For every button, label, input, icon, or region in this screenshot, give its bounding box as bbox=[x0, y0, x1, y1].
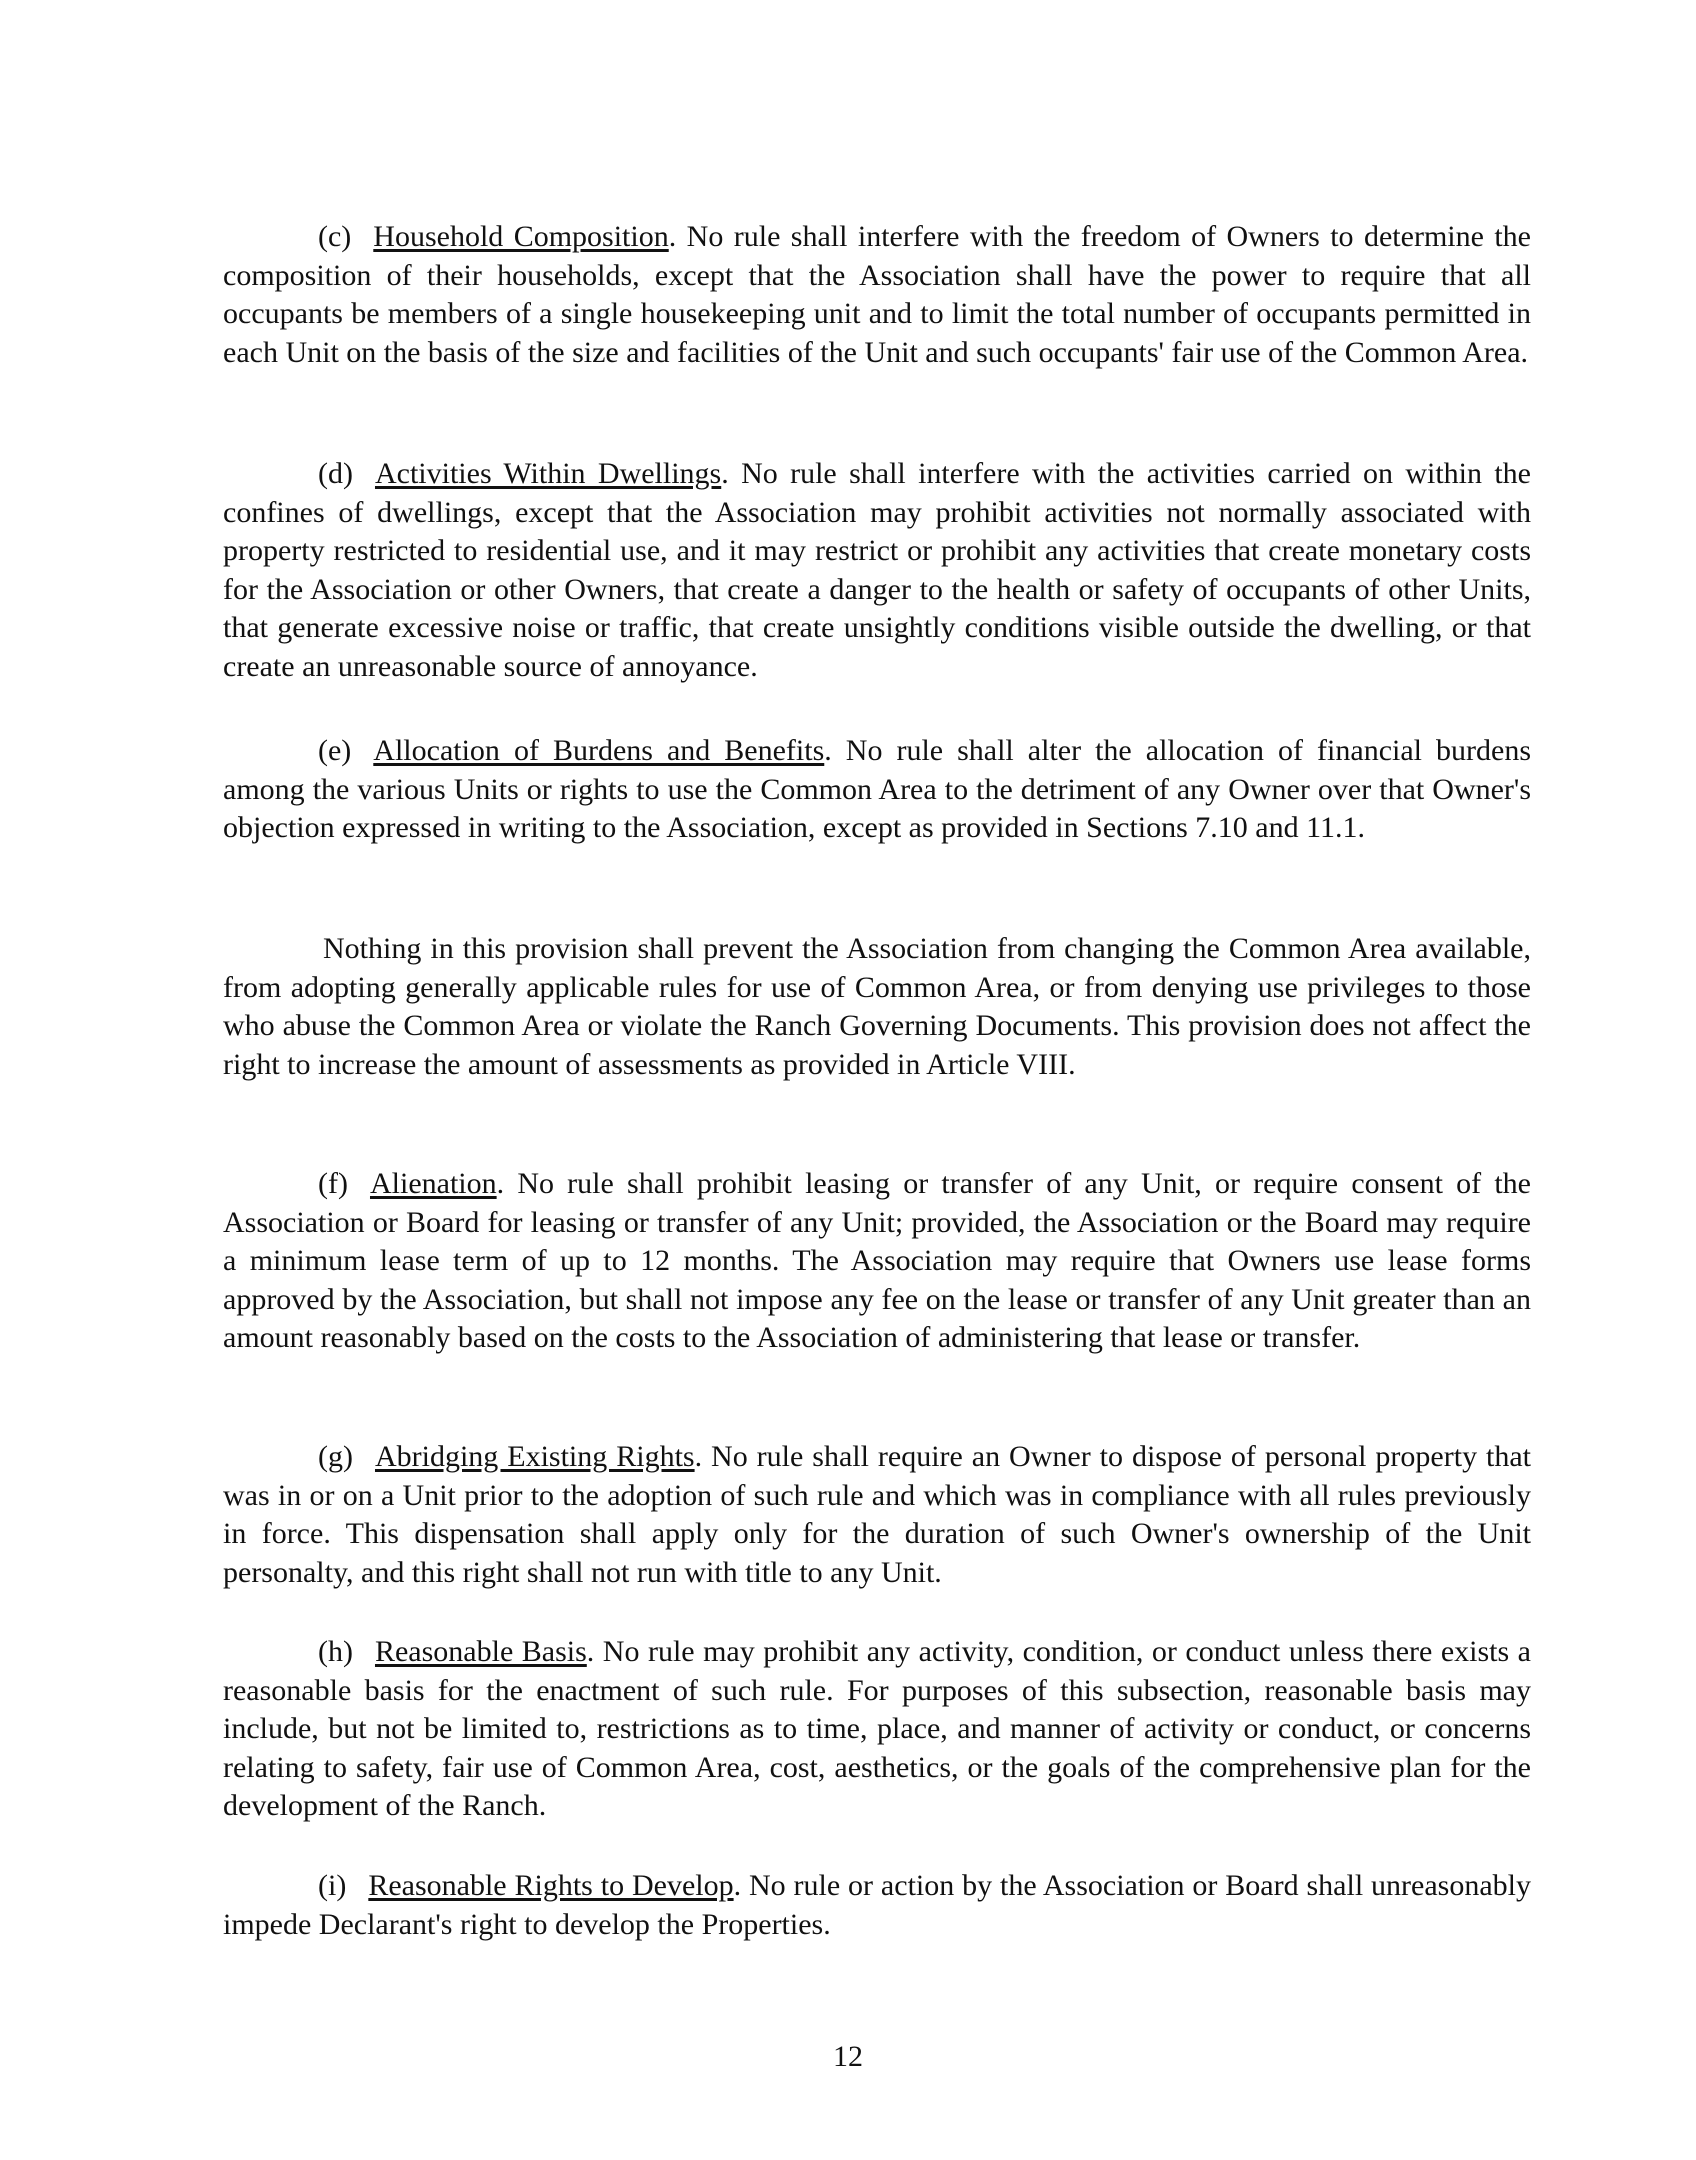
paragraph-text: . No rule shall prohibit leasing or transfer of any Unit, or require consent of the Association or Board for leasing or transfer of any Unit; provided, the Association or the Board may require a minimum lease term of up to 12 months. The Association may require that Owners use lease forms approved by the Association, but shall not impose any fee on the lease or transfer of any Unit greater than an amount reasonably based on the costs to the Association of administering that lease or transfer. bbox=[223, 1167, 1531, 1354]
paragraph-heading: Household Composition bbox=[373, 220, 669, 253]
paragraph-label: (f) bbox=[318, 1167, 348, 1200]
paragraph-c bbox=[223, 218, 1531, 372]
paragraph-heading: Abridging Existing Rights bbox=[374, 1440, 695, 1473]
paragraph-heading: Allocation of Burdens and Benefits bbox=[373, 734, 825, 767]
paragraph-label: (c) bbox=[318, 220, 352, 253]
paragraph-label: (g) bbox=[318, 1440, 353, 1473]
paragraph-label: (h) bbox=[318, 1635, 353, 1668]
paragraph-heading: Activities Within Dwellings bbox=[374, 457, 722, 490]
paragraph-label: (i) bbox=[318, 1869, 347, 1902]
paragraph-text: . No rule may prohibit any activity, condition, or conduct unless there exists a reasonable basis for the enactment of such rule. For purposes of this subsection, reasonable basis may include, but not be limited to, restrictions as to time, place, and manner of activity or conduct, or concerns relating to safety, fair use of Common Area, cost, aesthetics, or the goals of the comprehensive plan for the development of the Ranch. bbox=[223, 1635, 1531, 1822]
paragraph-text: . No rule shall require an Owner to dispose of personal property that was in or on a Unit prior to the adoption of such rule and which was in compliance with all rules previously in force. This dispensation shall apply only for the duration of such Owner's ownership of the Unit personalty, and this right shall not run with title to any Unit. bbox=[223, 1440, 1532, 1589]
paragraph-f bbox=[223, 1165, 1531, 1358]
paragraph-text: . No rule shall interfere with the activities carried on within the confines of dwellings, except that the Association may prohibit activities not normally associated with property restricted to residential use, and it may restrict or prohibit any activities that create monetary costs for the Association or other Owners, that create a danger to the health or safety of occupants of other Units, that generate excessive noise or traffic, that create unsightly conditions visible outside the dwelling, or that create an unreasonable source of annoyance. bbox=[223, 457, 1531, 683]
paragraph-text: . No rule shall alter the allocation of financial burdens among the various Units or rights to use the Common Area to the detriment of any Owner over that Owner's objection expressed in writing to the Association, except as provided in Sections 7.10 and 11.1. bbox=[223, 734, 1531, 844]
paragraph-e bbox=[223, 732, 1531, 848]
paragraph-label: (e) bbox=[318, 734, 352, 767]
paragraph-h bbox=[223, 1633, 1531, 1826]
paragraph-d bbox=[223, 455, 1531, 686]
paragraph-heading: Alienation bbox=[369, 1167, 497, 1200]
paragraph-i bbox=[223, 1867, 1531, 1944]
page-number: 12 bbox=[833, 2040, 863, 2073]
paragraph-nothing-in-this-provision bbox=[223, 930, 1531, 1084]
paragraph-text: . No rule shall interfere with the freedom of Owners to determine the composition of their households, except that the Association shall have the power to require that all occupants be members of a single housekeeping unit and to limit the total number of occupants permitted in each Unit on the basis of the size and facilities of the Unit and such occupants' fair use of the Common Area. bbox=[223, 220, 1531, 369]
paragraph-label: (d) bbox=[318, 457, 353, 490]
paragraph-heading: Reasonable Basis bbox=[374, 1635, 587, 1668]
paragraph-text: Nothing in this provision shall prevent the Association from changing the Common Area available, from adopting generally applicable rules for use of Common Area, or from denying use privileges to those who abuse the Common Area or violate the Ranch Governing Documents. This provision does not affect the right to increase the amount of assessments as provided in Article VIII. bbox=[223, 932, 1531, 1081]
paragraph-heading: Reasonable Rights to Develop bbox=[368, 1869, 734, 1902]
paragraph-text: . No rule or action by the Association or Board shall unreasonably impede Declarant's right to develop the Properties. bbox=[223, 1869, 1531, 1941]
paragraph-g bbox=[223, 1438, 1531, 1592]
